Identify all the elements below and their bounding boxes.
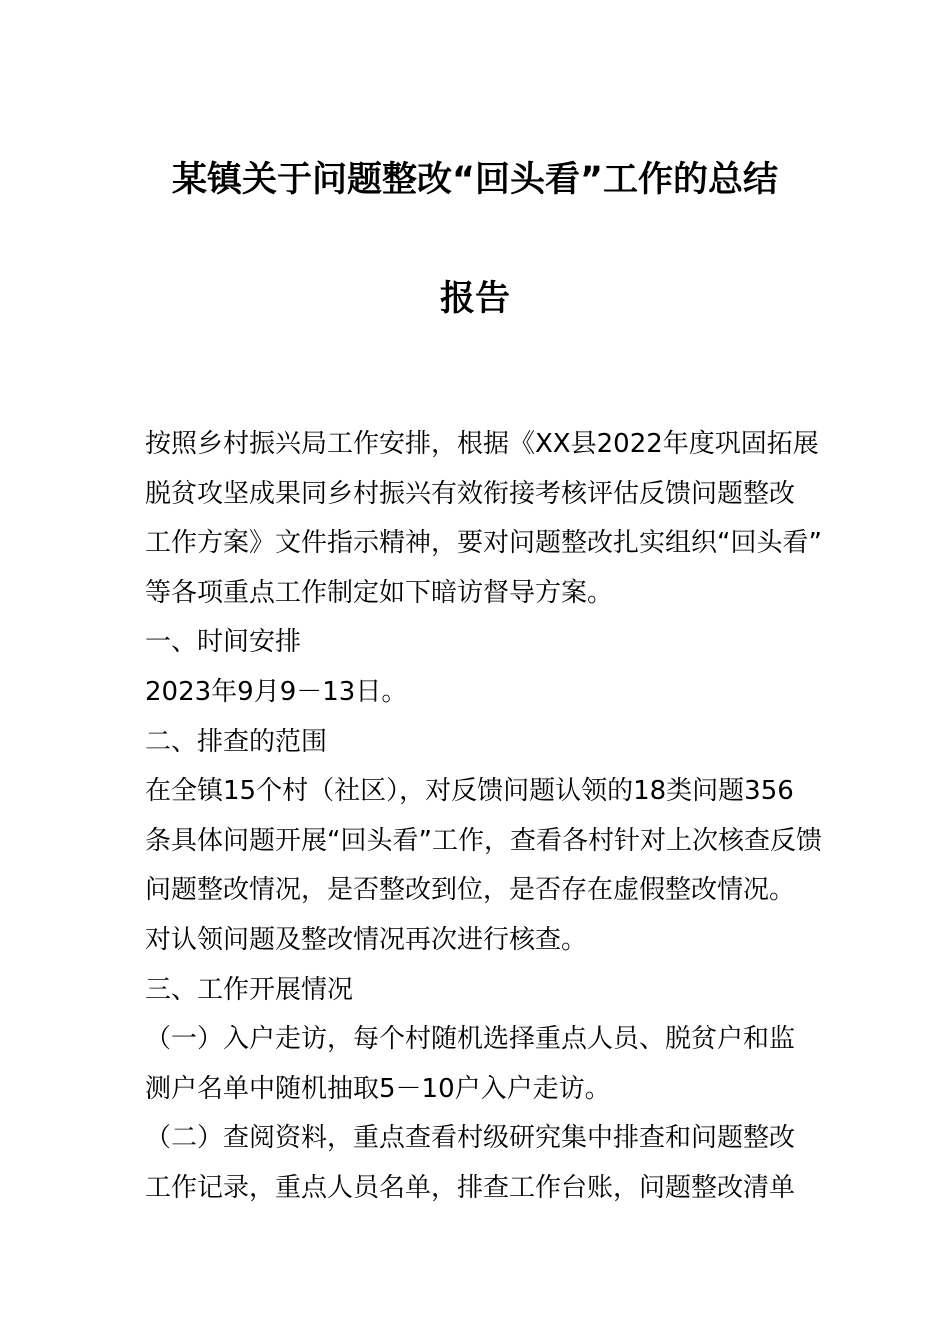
body-line: 对认领问题及整改情况再次进行核查。 <box>145 924 588 955</box>
document-title-line-1: 某镇关于问题整改“回头看”工作的总结 <box>171 160 778 200</box>
body-line: 问题整改情况，是否整改到位，是否存在虚假整改情况。 <box>145 875 796 906</box>
body-line: 条具体问题开展“回头看”工作，查看各村针对上次核查反馈 <box>145 825 822 856</box>
body-line: （一）入户走访，每个村随机选择重点人员、脱贫户和监 <box>145 1024 796 1055</box>
document-title-line-2: 报告 <box>439 279 510 319</box>
document-body <box>145 420 822 1214</box>
body-line: 工作记录，重点人员名单，排查工作台账，问题整改清单 <box>145 1172 796 1203</box>
body-line: 在全镇15个村（社区），对反馈问题认领的18类问题356 <box>145 776 794 807</box>
section-heading: 一、时间安排 <box>145 627 302 658</box>
section-heading: 三、工作开展情况 <box>145 974 354 1005</box>
body-line: 测户名单中随机抽取5－10户入户走访。 <box>145 1073 611 1104</box>
section-heading: 二、排查的范围 <box>145 726 328 757</box>
body-line: （二）查阅资料，重点查看村级研究集中排查和问题整改 <box>145 1123 796 1154</box>
body-line: 工作方案》文件指示精神，要对问题整改扎实组织“回头看” <box>145 528 822 559</box>
body-line: 按照乡村振兴局工作安排，根据《XX县2022年度巩固拓展 <box>145 429 819 459</box>
body-line: 脱贫攻坚成果同乡村振兴有效衔接考核评估反馈问题整改 <box>145 478 796 509</box>
body-line: 2023年9月9－13日。 <box>145 676 408 707</box>
body-line: 等各项重点工作制定如下暗访督导方案。 <box>145 577 614 608</box>
